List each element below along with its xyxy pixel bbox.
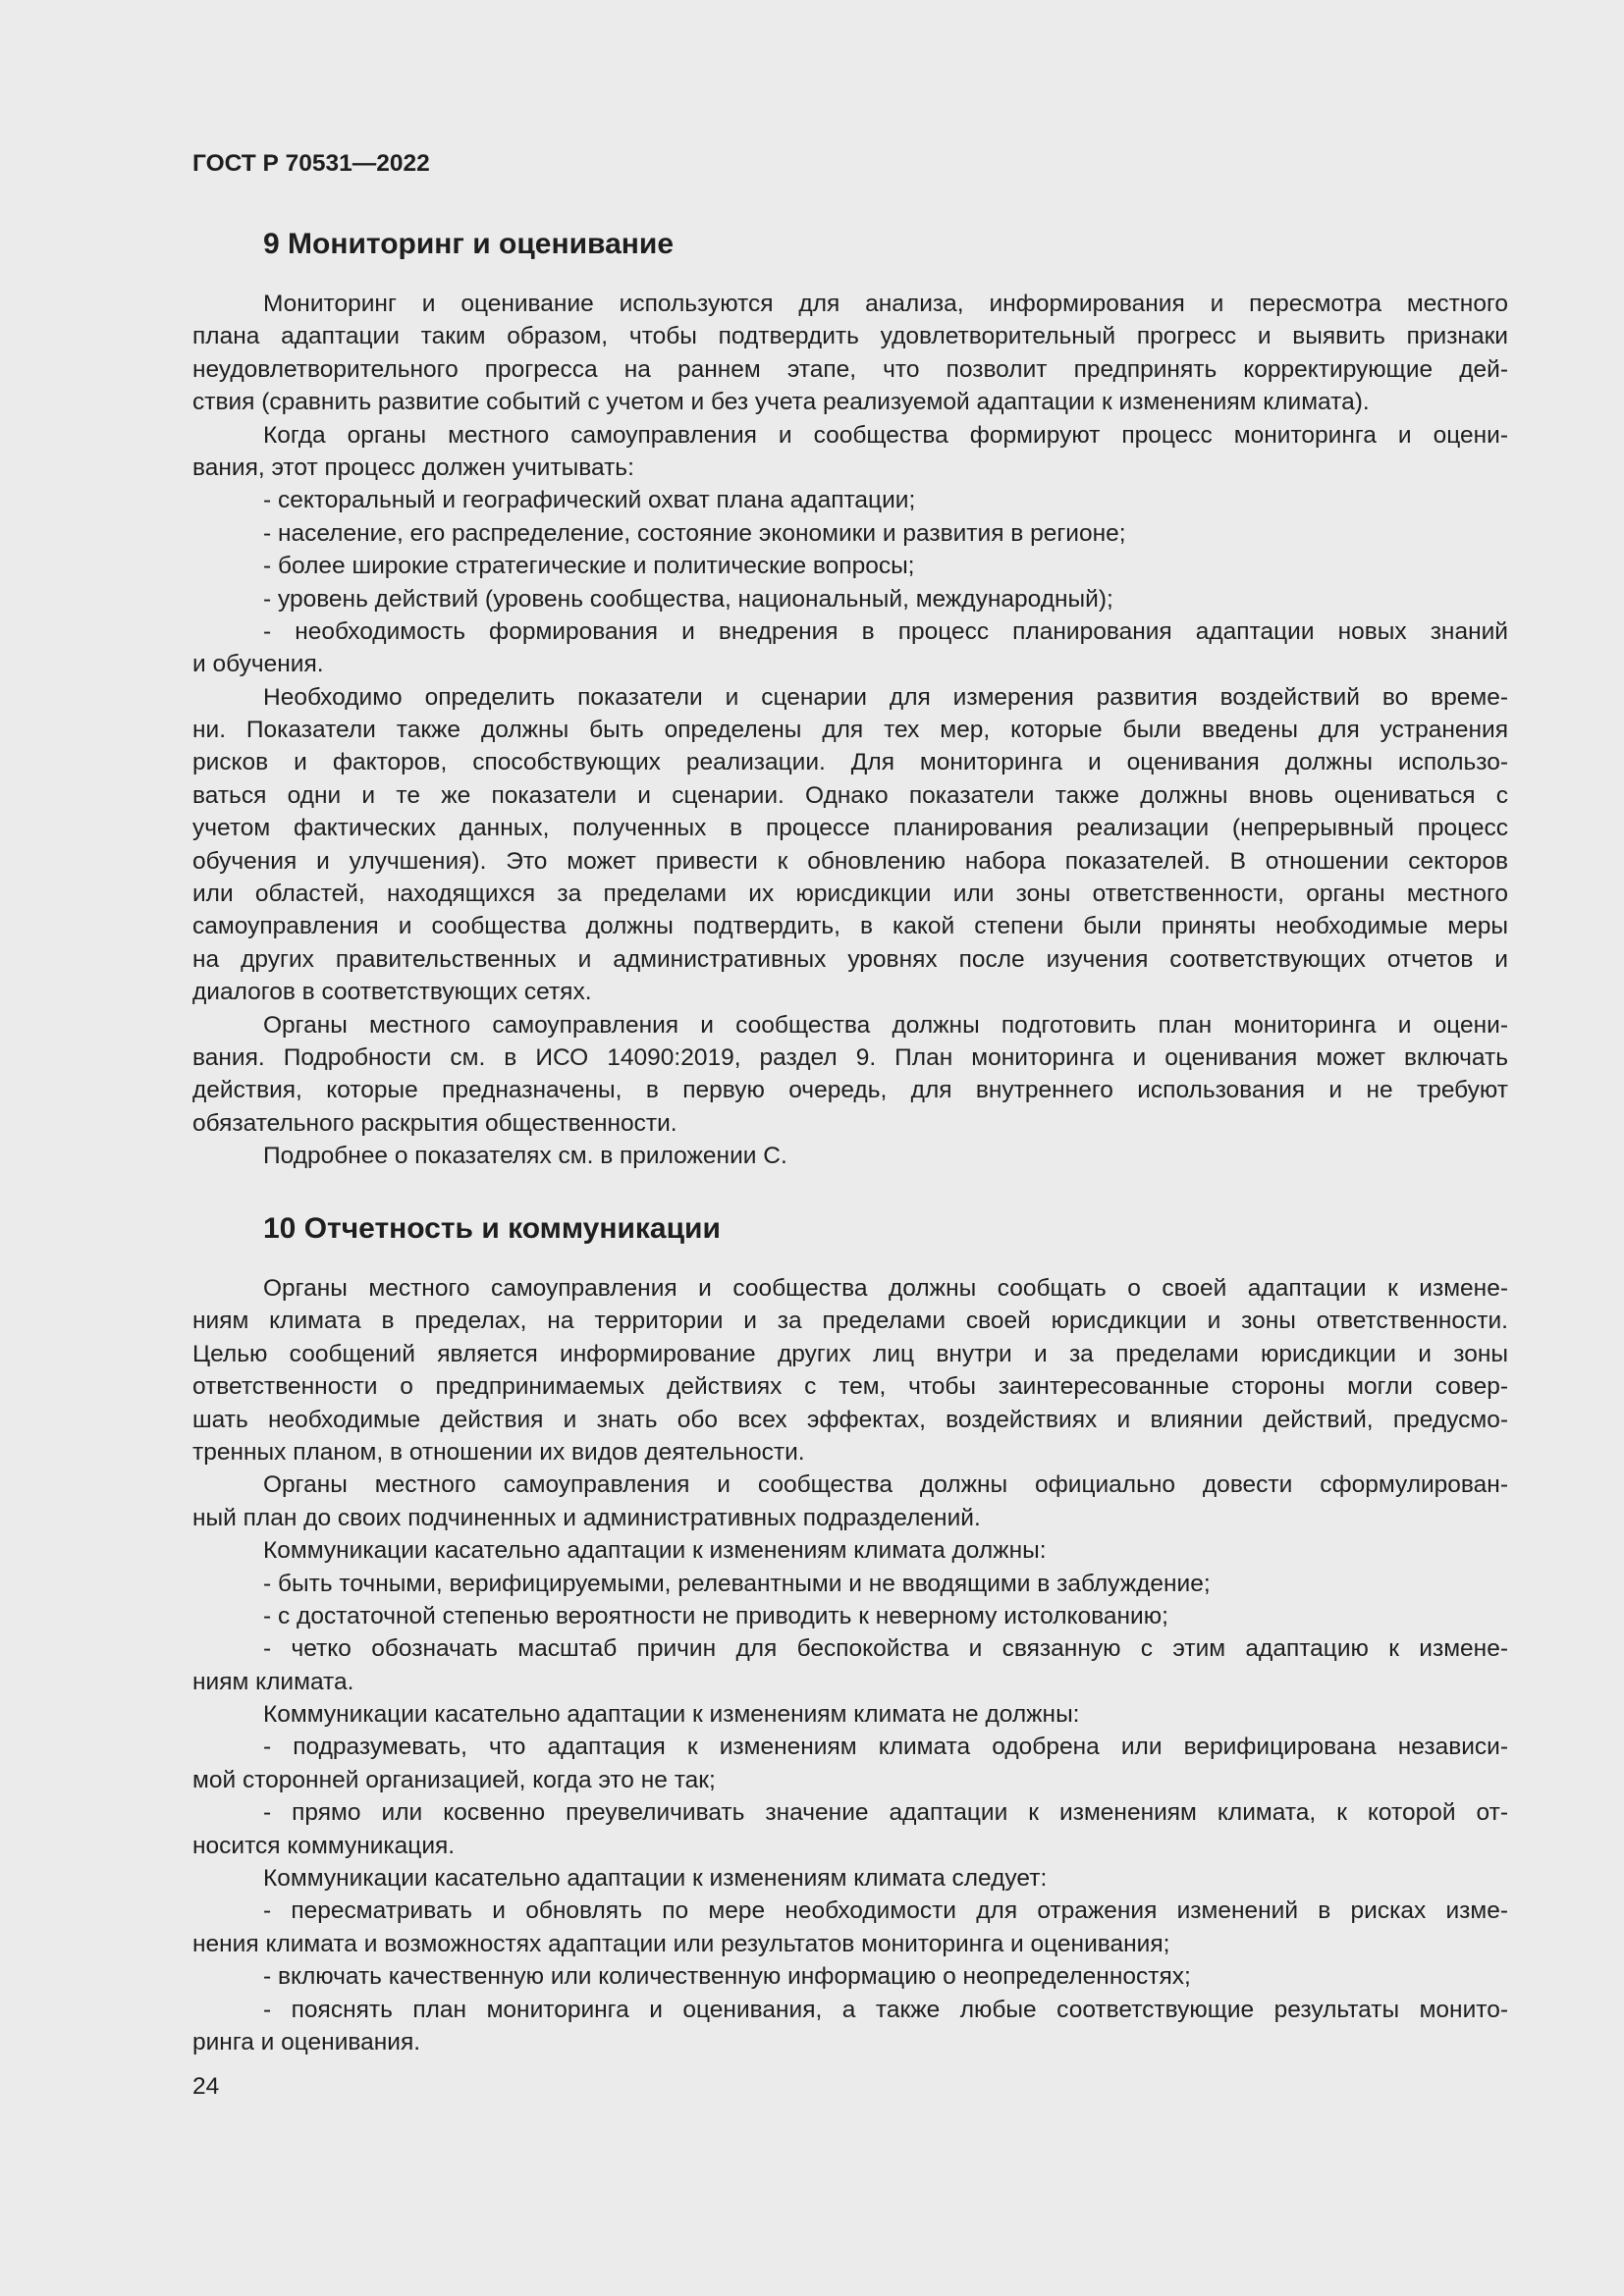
text-line: мой сторонней организацией, когда это не так; bbox=[192, 1766, 716, 1793]
text-line: Коммуникации касательно адаптации к изменениям климата должны: bbox=[263, 1537, 1047, 1565]
text-line: действия, которые предназначены, в первую очередь, для внутреннего использования и не требуют bbox=[192, 1077, 1508, 1104]
text-line: и обучения. bbox=[192, 651, 324, 678]
list-item: - население, его распределение, состояние экономики и развития в регионе; bbox=[263, 519, 1126, 547]
list-item: - уровень действий (уровень сообщества, национальный, международный); bbox=[263, 585, 1113, 613]
text-line: Подробнее о показателях см. в приложении С. bbox=[263, 1143, 787, 1170]
list-item: - более широкие стратегические и политические вопросы; bbox=[263, 553, 915, 580]
list-item: - пояснять план мониторинга и оценивания, а также любые соответствующие результаты монито- bbox=[263, 1996, 1508, 2023]
text-line: ваться одни и те же показатели и сценарии. Однако показатели также должны вновь оцениваться с bbox=[192, 781, 1508, 809]
list-item: - пересматривать и обновлять по мере необходимости для отражения изменений в рисках изме- bbox=[263, 1897, 1508, 1925]
text-line: Когда органы местного самоуправления и сообщества формируют процесс мониторинга и оцени- bbox=[263, 421, 1508, 449]
text-line: самоуправления и сообщества должны подтвердить, в какой степени были приняты необходимые меры bbox=[192, 913, 1508, 940]
text-line: ответственности о предпринимаемых действиях с тем, чтобы заинтересованные стороны могли совер- bbox=[192, 1373, 1508, 1401]
list-item: - быть точными, верифицируемыми, релевантными и не вводящими в заблуждение; bbox=[263, 1570, 1211, 1597]
section-10-body bbox=[192, 1272, 1508, 2058]
list-item: - включать качественную или количественную информацию о неопределенностях; bbox=[263, 1963, 1191, 1991]
text-line: Мониторинг и оценивание используются для анализа, информирования и пересмотра местного bbox=[263, 291, 1508, 317]
text-line: рисков и факторов, способствующих реализации. Для мониторинга и оценивания должны использо- bbox=[192, 749, 1508, 776]
text-line: на других правительственных и административных уровнях после изучения соответствующих отчетов и bbox=[192, 945, 1508, 973]
list-item: - секторальный и географический охват плана адаптации; bbox=[263, 487, 916, 514]
text-line: нения климата и возможностях адаптации или результатов мониторинга и оценивания; bbox=[192, 1930, 1170, 1957]
document-code: ГОСТ Р 70531—2022 bbox=[192, 150, 430, 177]
text-line: Коммуникации касательно адаптации к изменениям климата не должны: bbox=[263, 1701, 1080, 1729]
text-line: Органы местного самоуправления и сообщества должны сообщать о своей адаптации к измене- bbox=[263, 1275, 1508, 1302]
text-line: учетом фактических данных, полученных в процессе планирования реализации (непрерывный процесс bbox=[192, 815, 1508, 842]
page-number: 24 bbox=[192, 2073, 220, 2100]
text-line: вания, этот процесс должен учитывать: bbox=[192, 454, 634, 481]
text-line: ниям климата. bbox=[192, 1668, 354, 1695]
text-line: плана адаптации таким образом, чтобы подтвердить удовлетворительный прогресс и выявить признаки bbox=[192, 323, 1508, 350]
text-line: неудовлетворительного прогресса на раннем этапе, что позволит предпринять корректирующие дей- bbox=[192, 355, 1508, 383]
text-line: Необходимо определить показатели и сценарии для измерения развития воздействий во време- bbox=[263, 683, 1508, 711]
text-line: ствия (сравнить развитие событий с учетом и без учета реализуемой адаптации к изменениям климата). bbox=[192, 389, 1370, 416]
text-line: тренных планом, в отношении их видов деятельности. bbox=[192, 1438, 805, 1466]
text-line: вания. Подробности см. в ИСО 14090:2019, раздел 9. План мониторинга и оценивания может включать bbox=[192, 1043, 1508, 1071]
list-item: - подразумевать, что адаптация к изменениям климата одобрена или верифицирована независи- bbox=[263, 1734, 1508, 1761]
text-line: ный план до своих подчиненных и административных подразделений. bbox=[192, 1504, 981, 1531]
section-9-body bbox=[192, 288, 1508, 1173]
section-9-heading: 9 Мониторинг и оценивание bbox=[263, 228, 675, 260]
text-line: шать необходимые действия и знать обо всех эффектах, воздействиях и влиянии действий, предусмо- bbox=[192, 1406, 1508, 1433]
text-line: обучения и улучшения). Это может привести к обновлению набора показателей. В отношении секторов bbox=[192, 847, 1508, 875]
text-line: ниям климата в пределах, на территории и за пределами своей юрисдикции и зоны ответственности. bbox=[192, 1308, 1508, 1335]
text-line: диалогов в соответствующих сетях. bbox=[192, 979, 592, 1006]
text-line: Целью сообщений является информирование других лиц внутри и за пределами юрисдикции и зоны bbox=[192, 1340, 1508, 1367]
list-item: - необходимость формирования и внедрения в процесс планирования адаптации новых знаний bbox=[263, 617, 1508, 645]
section-10-heading: 10 Отчетность и коммуникации bbox=[263, 1212, 721, 1245]
text-line: ринга и оценивания. bbox=[192, 2028, 421, 2056]
list-item: - прямо или косвенно преувеличивать значение адаптации к изменениям климата, к которой от- bbox=[263, 1799, 1508, 1827]
list-item: - с достаточной степенью вероятности не приводить к неверному истолкованию; bbox=[263, 1602, 1168, 1629]
text-line: Органы местного самоуправления и сообщества должны подготовить план мониторинга и оцени- bbox=[263, 1011, 1508, 1039]
list-item: - четко обозначать масштаб причин для беспокойства и связанную с этим адаптацию к измене- bbox=[263, 1635, 1508, 1663]
text-line: Органы местного самоуправления и сообщества должны официально довести сформулирован- bbox=[263, 1471, 1508, 1499]
text-line: или областей, находящихся за пределами их юрисдикции или зоны ответственности, органы местного bbox=[192, 881, 1508, 908]
text-line: носится коммуникация. bbox=[192, 1832, 456, 1859]
text-line: Коммуникации касательно адаптации к изменениям климата следует: bbox=[263, 1865, 1048, 1893]
text-line: обязательного раскрытия общественности. bbox=[192, 1109, 677, 1137]
text-line: ни. Показатели также должны быть определены для тех мер, которые были введены для устранения bbox=[192, 717, 1508, 744]
